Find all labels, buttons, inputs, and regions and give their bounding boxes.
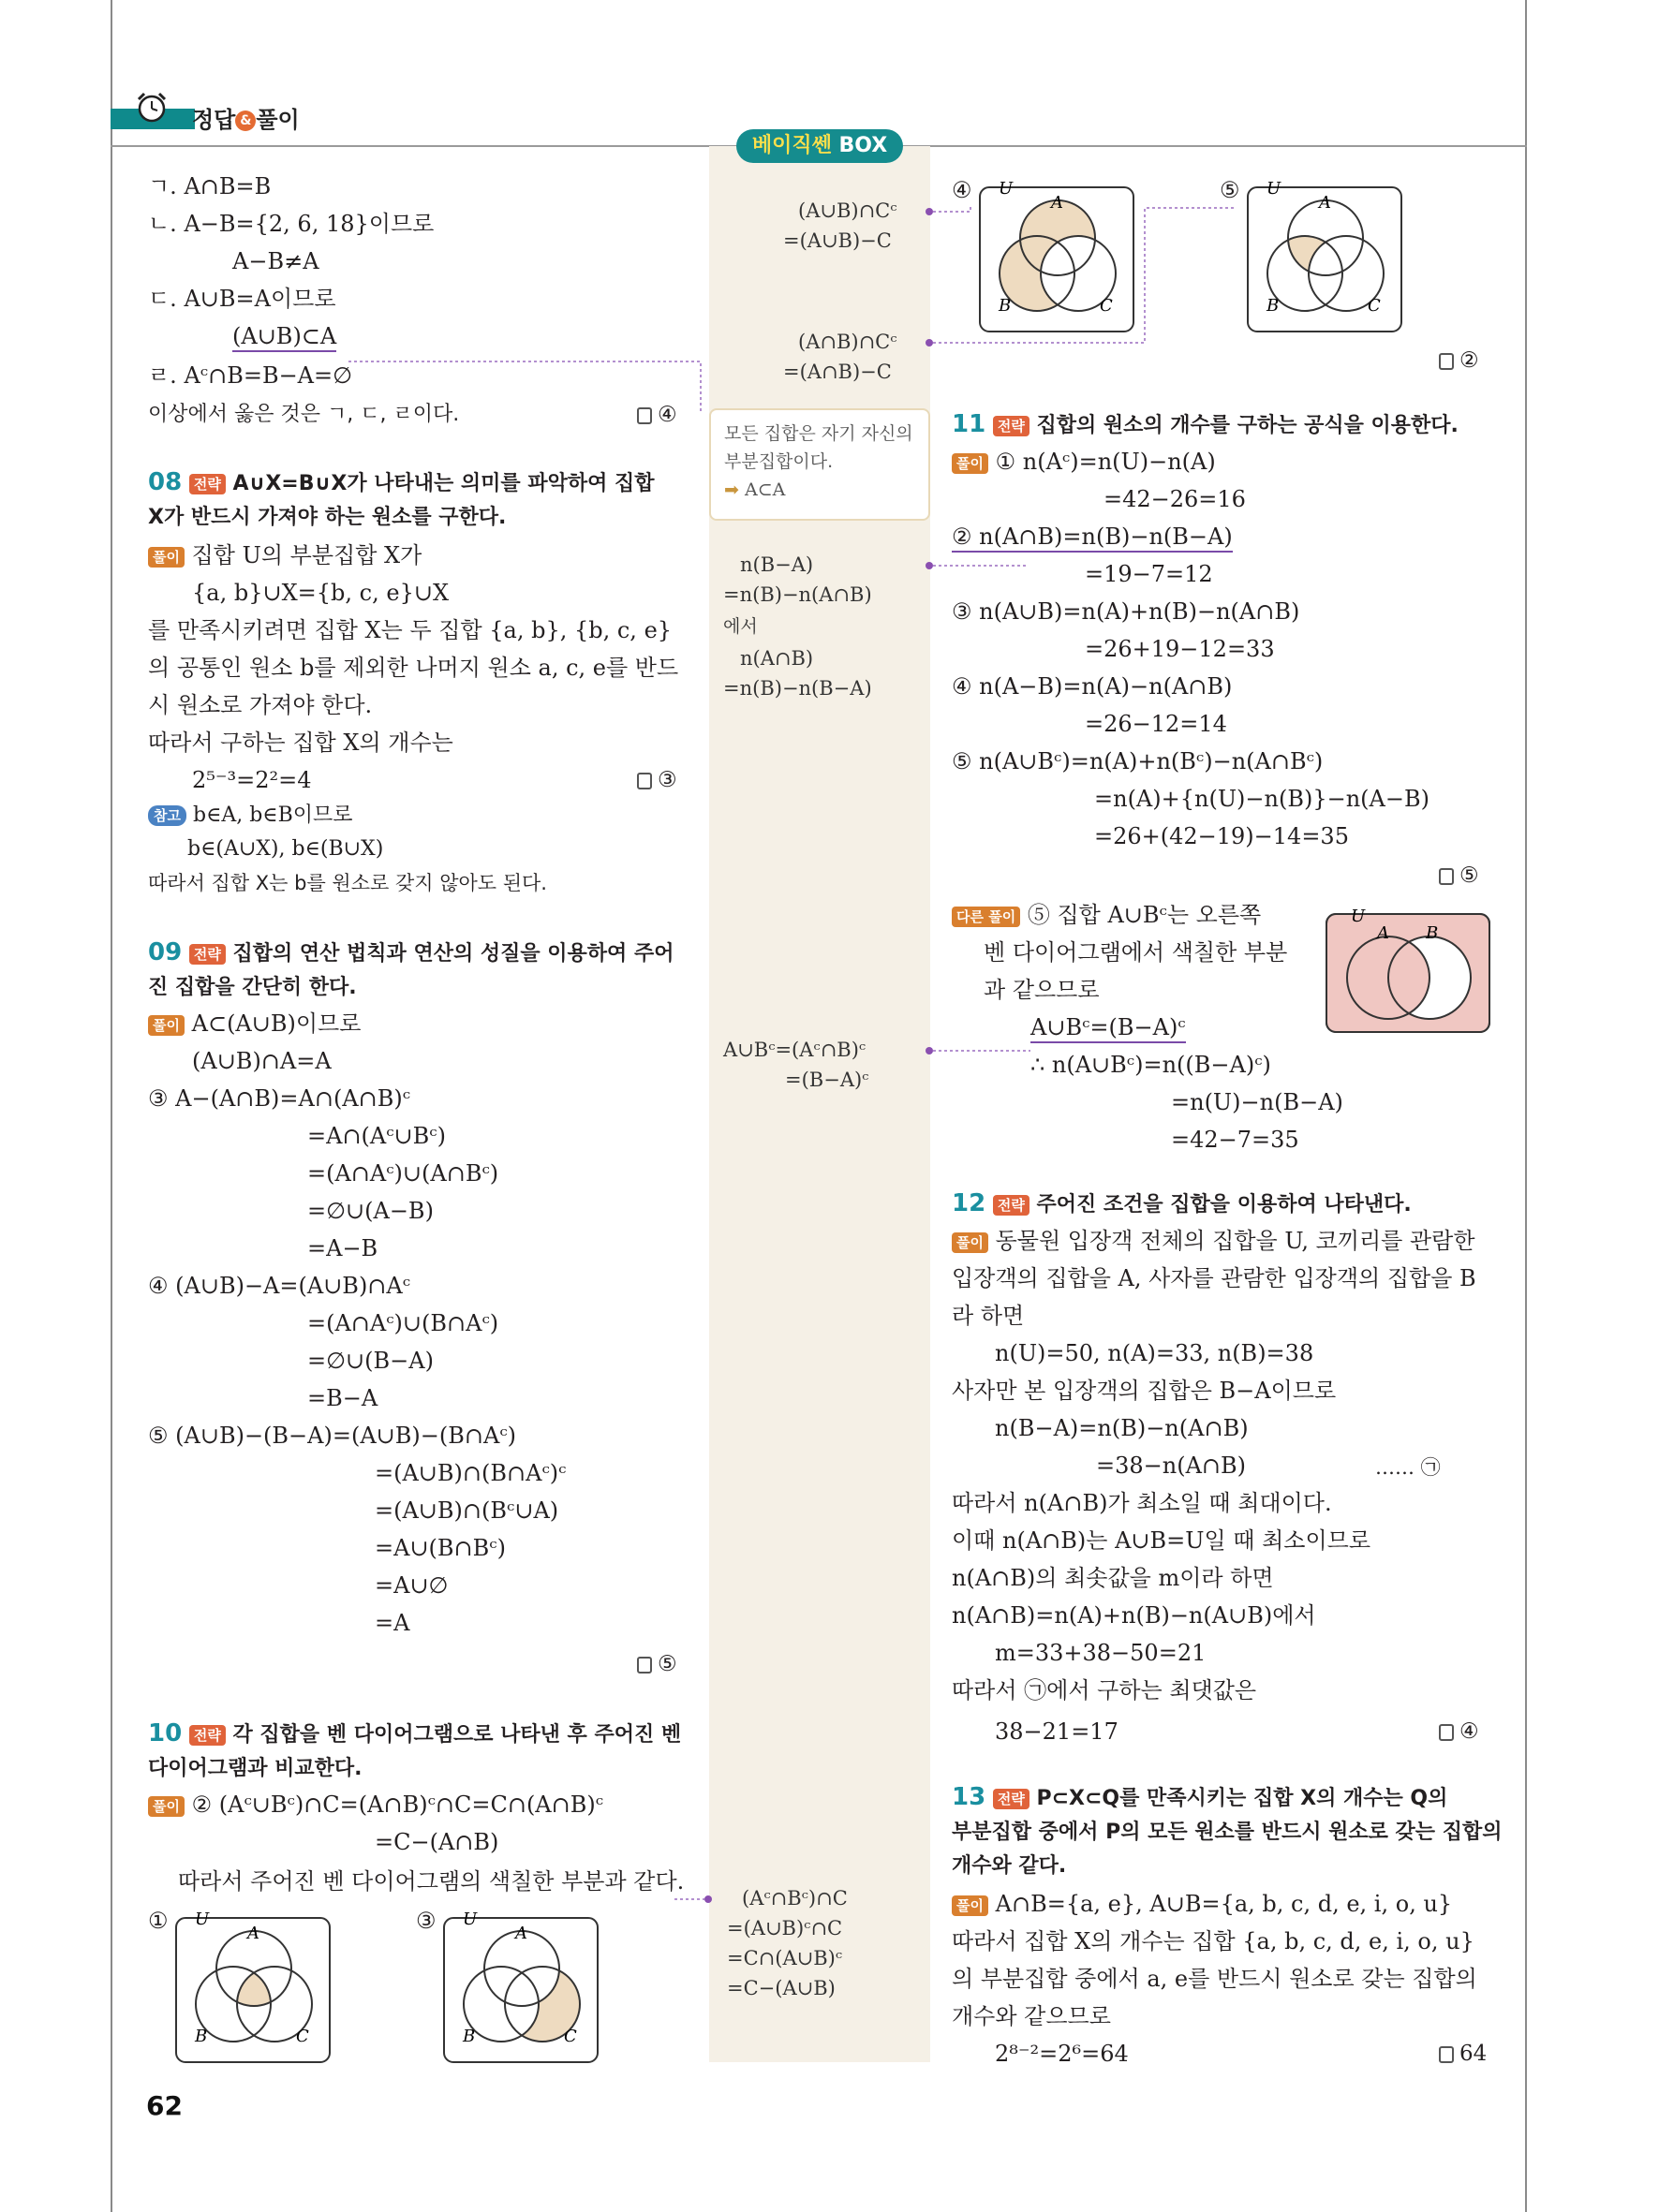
q12-line7: 따라서 n(A∩B)가 최소일 때 최대이다. bbox=[952, 1490, 1332, 1516]
mid-note3-b: =n(B)−n(A∩B) bbox=[723, 583, 872, 606]
q11-answer: ⑤ bbox=[1439, 863, 1479, 888]
q11-line0: 풀이 ① n(Aᶜ)=n(U)−n(A) bbox=[952, 448, 1216, 476]
q08-p3: 를 만족시키려면 집합 X는 두 집합 {a, b}, {b, c, e} bbox=[148, 617, 673, 643]
q12-line9: n(A∩B)의 최솟값을 m이라 하면 bbox=[952, 1565, 1274, 1591]
svg-text:U: U bbox=[999, 180, 1014, 199]
q12-mark: …… ㉠ bbox=[1375, 1456, 1441, 1479]
mid-note4-b: =(B−A)ᶜ bbox=[785, 1069, 869, 1091]
q12-line11: m=33+38−50=21 bbox=[995, 1640, 1207, 1666]
q13-line1: 따라서 집합 X의 개수는 집합 {a, b, c, d, e, i, o, u} bbox=[952, 1928, 1474, 1954]
q09-line1: (A∪B)∩A=A bbox=[192, 1048, 332, 1074]
q12-line10: n(A∩B)=n(A)+n(B)−n(A∪B)에서 bbox=[952, 1602, 1316, 1629]
tip-line2: 부분집합이다. bbox=[724, 451, 834, 472]
mid-note3-a: n(B−A) bbox=[740, 553, 814, 576]
q09-line12: =(A∪B)∩(B∩Aᶜ)ᶜ bbox=[375, 1460, 567, 1486]
svg-text:B: B bbox=[463, 2027, 476, 2046]
mid-note1-b: =(A∪B)−C bbox=[783, 229, 892, 252]
q10-strategy: 10 전략 각 집합을 벤 다이어그램으로 나타낸 후 주어진 벤 bbox=[148, 1719, 682, 1747]
q11-alt7: =42−7=35 bbox=[1171, 1127, 1299, 1153]
svg-text:A: A bbox=[1377, 923, 1389, 943]
q08-p7: 2⁵⁻³=2²=4 bbox=[192, 767, 312, 793]
svg-text:B: B bbox=[1266, 296, 1280, 316]
mid-note5-a: (Aᶜ∩Bᶜ)∩C bbox=[742, 1887, 848, 1910]
q11-line5: =26+19−12=33 bbox=[1085, 636, 1275, 662]
q09-line5: =∅∪(A−B) bbox=[307, 1198, 434, 1224]
q12-line0: 풀이 동물원 입장객 전체의 집합을 U, 코끼리를 관람한 bbox=[952, 1227, 1475, 1255]
mid-note5-b: =(A∪B)ᶜ∩C bbox=[727, 1917, 843, 1939]
mid-note5-d: =C−(A∪B) bbox=[727, 1977, 836, 1999]
q12-line6: =38−n(A∩B) bbox=[1096, 1453, 1247, 1479]
q07-answer: ④ bbox=[637, 403, 677, 427]
q12-line2: 라 하면 bbox=[952, 1303, 1025, 1329]
q09-line16: =A bbox=[375, 1610, 410, 1636]
q12-line1: 입장객의 집합을 A, 사자를 관람한 입장객의 집합을 B bbox=[952, 1265, 1476, 1291]
q08-note1: 참고 b∈A, b∈B이므로 bbox=[148, 802, 353, 830]
svg-text:C: C bbox=[564, 2027, 577, 2046]
q09-line15: =A∪∅ bbox=[375, 1572, 449, 1599]
q09-line10: =B−A bbox=[307, 1385, 378, 1411]
q08-p5: 시 원소로 가져야 한다. bbox=[148, 692, 373, 718]
q09-line8: =(A∩Aᶜ)∪(B∩Aᶜ) bbox=[307, 1310, 499, 1336]
svg-text:A: A bbox=[1051, 193, 1063, 213]
q11-alt3: 과 같으므로 bbox=[984, 977, 1100, 1003]
answer-icon bbox=[1439, 2046, 1454, 2063]
venn-label-5: ⑤ bbox=[1220, 177, 1240, 203]
svg-text:C: C bbox=[296, 2027, 309, 2046]
q11-line6: ④ n(A−B)=n(A)−n(A∩B) bbox=[952, 673, 1233, 700]
q09-line3: =A∩(Aᶜ∪Bᶜ) bbox=[307, 1123, 446, 1149]
mid-note2-b: =(A∩B)−C bbox=[783, 361, 892, 383]
q07-line6: ㄹ. Aᶜ∩B=B−A=∅ bbox=[148, 362, 353, 389]
venn-diagram-5 bbox=[1246, 180, 1405, 335]
q08-strategy: 08 전략 A∪X=B∪X가 나타내는 의미를 파악하여 집합 bbox=[148, 468, 655, 496]
q11-alt5: ∴ n(A∪Bᶜ)=n((B−A)ᶜ) bbox=[1030, 1052, 1271, 1078]
svg-text:A: A bbox=[515, 1924, 527, 1943]
mid-note4-a: A∪Bᶜ=(Aᶜ∩B)ᶜ bbox=[723, 1039, 867, 1061]
q11-alt4: A∪Bᶜ=(B−A)ᶜ bbox=[1030, 1013, 1186, 1043]
q12-line13: 38−21=17 bbox=[995, 1718, 1118, 1745]
q10-p3: 따라서 주어진 벤 다이어그램의 색칠한 부분과 같다. bbox=[178, 1868, 685, 1895]
venn-label-4: ④ bbox=[952, 177, 972, 203]
q09-line4: =(A∩Aᶜ)∪(A∩Bᶜ) bbox=[307, 1160, 499, 1187]
q12-line3: n(U)=50, n(A)=33, n(B)=38 bbox=[995, 1340, 1314, 1366]
q09-answer: ⑤ bbox=[637, 1652, 677, 1676]
q11-line10: =26+(42−19)−14=35 bbox=[1094, 823, 1349, 849]
q09-line6: =A−B bbox=[307, 1235, 378, 1261]
svg-text:A: A bbox=[1319, 193, 1331, 213]
q11-line3: =19−7=12 bbox=[1085, 561, 1213, 587]
svg-text:C: C bbox=[1368, 296, 1381, 316]
q11-line4: ③ n(A∪B)=n(A)+n(B)−n(A∩B) bbox=[952, 598, 1300, 625]
q07-line1: ㄱ. A∩B=B bbox=[148, 173, 272, 199]
q11-alt1: 다른 풀이 ⑤ 집합 A∪Bᶜ는 오른쪽 bbox=[952, 901, 1261, 929]
q08-strategy2: X가 반드시 가져야 하는 원소를 구한다. bbox=[148, 506, 507, 529]
q13-strategy3: 개수와 같다. bbox=[952, 1854, 1067, 1878]
q08-note3: 따라서 집합 X는 b를 원소로 갖지 않아도 된다. bbox=[148, 872, 547, 894]
svg-text:U: U bbox=[1266, 180, 1281, 199]
svg-text:A: A bbox=[247, 1924, 259, 1943]
q07-line7: 이상에서 옳은 것은 ㄱ, ㄷ, ㄹ이다. bbox=[148, 403, 460, 426]
q08-p2: {a, b}∪X={b, c, e}∪X bbox=[192, 580, 450, 606]
q09-line14: =A∪(B∩Bᶜ) bbox=[375, 1535, 506, 1561]
answer-icon bbox=[1439, 353, 1454, 370]
svg-text:U: U bbox=[1351, 907, 1366, 926]
basic-box-tab: 베이직쎈 BOX bbox=[736, 129, 903, 163]
q12-line4: 사자만 본 입장객의 집합은 B−A이므로 bbox=[952, 1378, 1337, 1404]
q07-line4: ㄷ. A∪B=A이므로 bbox=[148, 286, 336, 312]
q11-line9: =n(A)+{n(U)−n(B)}−n(A−B) bbox=[1094, 786, 1429, 812]
header-title: 정답 & 풀이 bbox=[192, 107, 300, 133]
svg-text:C: C bbox=[1100, 296, 1113, 316]
q09-line11: ⑤ (A∪B)−(B−A)=(A∪B)−(B∩Aᶜ) bbox=[148, 1423, 516, 1449]
q11-alt6: =n(U)−n(B−A) bbox=[1171, 1089, 1343, 1115]
q08-p4: 의 공통인 원소 b를 제외한 나머지 원소 a, c, e를 반드 bbox=[148, 655, 679, 681]
q11-line8: ⑤ n(A∪Bᶜ)=n(A)+n(Bᶜ)−n(A∩Bᶜ) bbox=[952, 748, 1324, 774]
q12-line5: n(B−A)=n(B)−n(A∩B) bbox=[995, 1415, 1249, 1441]
mid-note3-c: 에서 bbox=[723, 616, 758, 637]
q13-line3: 개수와 같으므로 bbox=[952, 2003, 1111, 2029]
q13-strategy2: 부분집합 중에서 P의 모든 원소를 반드시 원소로 갖는 집합의 bbox=[952, 1821, 1503, 1844]
q09-line13: =(A∪B)∩(Bᶜ∪A) bbox=[375, 1497, 559, 1524]
q07-line3: A−B≠A bbox=[232, 248, 319, 274]
mid-note5-c: =C∩(A∪B)ᶜ bbox=[727, 1947, 843, 1969]
q09-line9: =∅∪(B−A) bbox=[307, 1348, 434, 1374]
arrow-right-icon: ➡ bbox=[724, 479, 739, 500]
q10-p1: 풀이 ② (Aᶜ∪Bᶜ)∩C=(A∩B)ᶜ∩C=C∩(A∩B)ᶜ bbox=[148, 1791, 603, 1819]
answer-icon bbox=[1439, 1724, 1454, 1741]
svg-text:B: B bbox=[999, 296, 1012, 316]
answer-icon bbox=[1439, 868, 1454, 885]
q08-p6: 따라서 구하는 집합 X의 개수는 bbox=[148, 730, 453, 756]
svg-text:U: U bbox=[463, 1910, 478, 1929]
svg-text:B: B bbox=[1426, 923, 1439, 943]
q11-line1: =42−26=16 bbox=[1104, 486, 1246, 512]
tip-line1: 모든 집합은 자기 자신의 bbox=[724, 423, 913, 444]
q08-answer: ③ bbox=[637, 768, 677, 792]
q11-line2: ② n(A∩B)=n(B)−n(B−A) bbox=[952, 523, 1233, 553]
mid-note2-a: (A∩B)∩Cᶜ bbox=[798, 331, 897, 353]
venn-u: U bbox=[195, 1910, 210, 1929]
q09-line2: ③ A−(A∩B)=A∩(A∩B)ᶜ bbox=[148, 1085, 411, 1112]
venn-diagram-alt bbox=[1325, 905, 1493, 1036]
q08-p1: 풀이 집합 U의 부분집합 X가 bbox=[148, 541, 422, 569]
tip-line3: ➡ A⊂A bbox=[724, 479, 786, 500]
mid-note1-a: (A∪B)∩Cᶜ bbox=[798, 199, 897, 222]
q09-line0: 풀이 A⊂(A∪B)이므로 bbox=[148, 1010, 361, 1038]
q12-strategy: 12 전략 주어진 조건을 집합을 이용하여 나타낸다. bbox=[952, 1189, 1412, 1217]
q09-strategy2: 진 집합을 간단히 한다. bbox=[148, 976, 357, 999]
venn-label-3: ③ bbox=[416, 1908, 437, 1934]
q12-line8: 이때 n(A∩B)는 A∪B=U일 때 최소이므로 bbox=[952, 1527, 1371, 1554]
q13-line0: 풀이 A∩B={a, e}, A∪B={a, b, c, d, e, i, o, u} bbox=[952, 1890, 1452, 1918]
q09-line7: ④ (A∪B)−A=(A∪B)∩Aᶜ bbox=[148, 1273, 411, 1299]
q13-line4: 2⁸⁻²=2⁶=64 bbox=[995, 2041, 1129, 2067]
q13-answer: 64 bbox=[1439, 2042, 1487, 2066]
q11-line7: =26−12=14 bbox=[1085, 711, 1227, 737]
page-number: 62 bbox=[146, 2090, 183, 2121]
q07-line2: ㄴ. A−B={2, 6, 18}이므로 bbox=[148, 211, 435, 237]
q11-alt2: 벤 다이어그램에서 색칠한 부분 bbox=[984, 939, 1288, 966]
q12-line12: 따라서 ㉠에서 구하는 최댓값은 bbox=[952, 1677, 1257, 1703]
q11-strategy: 11 전략 집합의 원소의 개수를 구하는 공식을 이용한다. bbox=[952, 410, 1459, 438]
q10-answer: ② bbox=[1439, 348, 1479, 373]
q07-line5: (A∪B)⊂A bbox=[232, 322, 336, 352]
svg-text:B: B bbox=[195, 2027, 208, 2046]
q10-p2: =C−(A∩B) bbox=[375, 1829, 499, 1855]
q09-strategy: 09 전략 집합의 연산 법칙과 연산의 성질을 이용하여 주어 bbox=[148, 938, 674, 966]
q12-answer: ④ bbox=[1439, 1719, 1479, 1744]
q08-note2: b∈(A∪X), b∈(B∪X) bbox=[187, 837, 384, 861]
mid-note3-d: n(A∩B) bbox=[740, 647, 814, 670]
mid-note3-e: =n(B)−n(B−A) bbox=[723, 677, 872, 700]
venn-diagram-4 bbox=[978, 180, 1137, 335]
q13-line2: 의 부분집합 중에서 a, e를 반드시 원소로 갖는 집합의 bbox=[952, 1966, 1477, 1992]
q10-strategy2: 다이어그램과 비교한다. bbox=[148, 1757, 363, 1780]
venn-label-1: ① bbox=[148, 1908, 169, 1934]
q13-strategy: 13 전략 P⊂X⊂Q를 만족시키는 집합 X의 개수는 Q의 bbox=[952, 1783, 1448, 1811]
